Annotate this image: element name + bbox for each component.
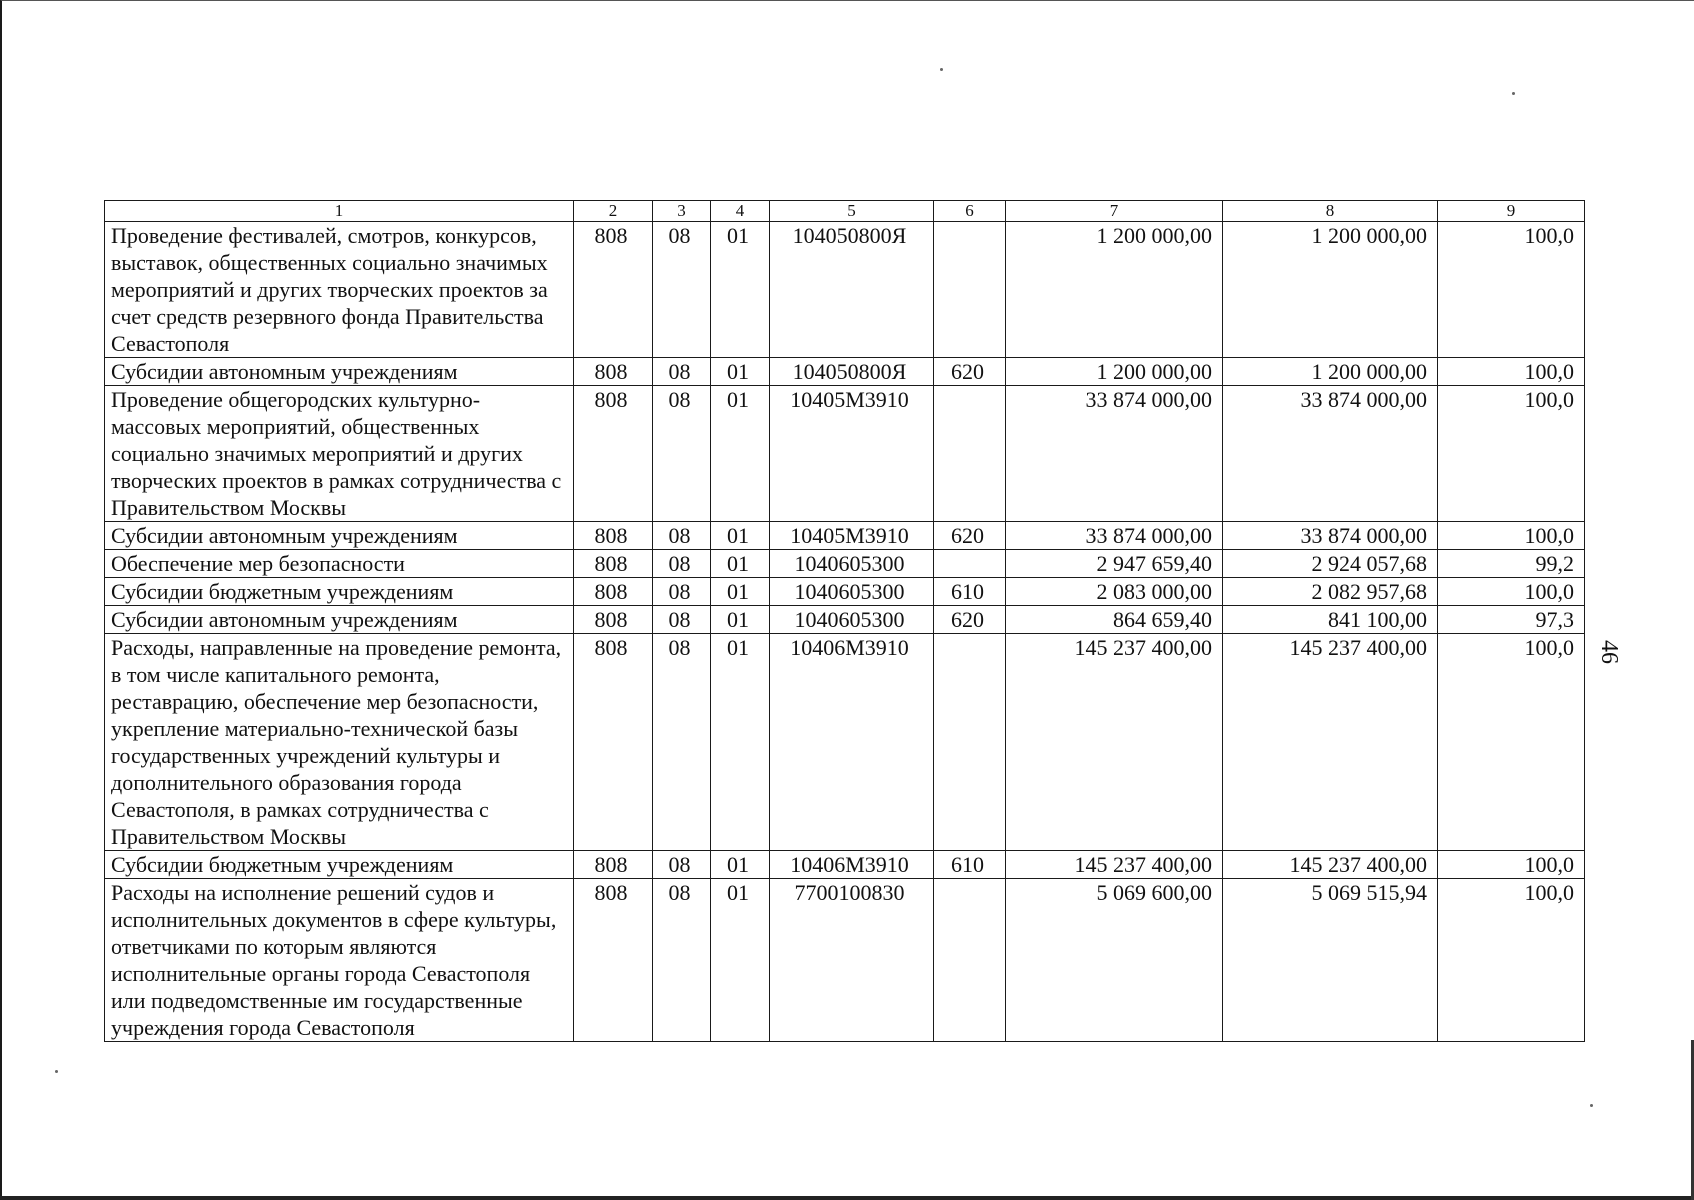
cell-planned: 1 200 000,00: [1006, 222, 1223, 358]
scan-speck: [1512, 92, 1515, 95]
budget-table: [104, 200, 1585, 1042]
cell-subsection: 01: [711, 222, 770, 358]
cell-admin-code: 808: [574, 222, 653, 358]
cell-planned: 145 237 400,00: [1006, 851, 1223, 879]
cell-planned: 33 874 000,00: [1006, 522, 1223, 550]
header-col-4: 4: [711, 201, 770, 222]
cell-target-article: 10406М3910: [770, 851, 934, 879]
cell-target-article: 7700100830: [770, 879, 934, 1042]
cell-name: Проведение фестивалей, смотров, конкурсов, выставок, общественных социально значимых мероприятий и других творческих проектов за счет средств резервного фонда Правительства Севастополя: [105, 222, 574, 358]
cell-name: Обеспечение мер безопасности: [105, 550, 574, 578]
cell-admin-code: 808: [574, 358, 653, 386]
cell-admin-code: 808: [574, 386, 653, 522]
cell-section: 08: [653, 386, 711, 522]
cell-target-article: 10406М3910: [770, 634, 934, 851]
cell-name: Субсидии автономным учреждениям: [105, 522, 574, 550]
cell-executed: 5 069 515,94: [1223, 879, 1438, 1042]
cell-expense-type: [934, 222, 1006, 358]
cell-section: 08: [653, 851, 711, 879]
header-col-5: 5: [770, 201, 934, 222]
cell-admin-code: 808: [574, 851, 653, 879]
page-number: 46: [1596, 640, 1622, 664]
header-col-9: 9: [1438, 201, 1585, 222]
cell-expense-type: 620: [934, 606, 1006, 634]
cell-planned: 5 069 600,00: [1006, 879, 1223, 1042]
cell-subsection: 01: [711, 358, 770, 386]
cell-target-article: 10405М3910: [770, 386, 934, 522]
cell-planned: 2 947 659,40: [1006, 550, 1223, 578]
cell-name: Расходы на исполнение решений судов и исполнительных документов в сфере культуры, ответчиками по которым являются исполнительные органы города Севастополя или подведомственные им государственные учреждения города Севастополя: [105, 879, 574, 1042]
cell-name: Субсидии бюджетным учреждениям: [105, 851, 574, 879]
table-row: [105, 386, 1585, 522]
cell-executed: 841 100,00: [1223, 606, 1438, 634]
cell-executed: 2 082 957,68: [1223, 578, 1438, 606]
cell-name: Расходы, направленные на проведение ремонта, в том числе капитального ремонта, реставрацию, обеспечение мер безопасности, укрепление материально-технической базы государственных учреждений культуры и дополнительного образования города Севастополя, в рамках сотрудничества с Правительством Москвы: [105, 634, 574, 851]
cell-subsection: 01: [711, 578, 770, 606]
cell-executed: 1 200 000,00: [1223, 222, 1438, 358]
cell-target-article: 1040605300: [770, 550, 934, 578]
cell-percent: 97,3: [1438, 606, 1585, 634]
cell-name: Субсидии бюджетным учреждениям: [105, 578, 574, 606]
cell-executed: 33 874 000,00: [1223, 522, 1438, 550]
cell-percent: 99,2: [1438, 550, 1585, 578]
table-row: [105, 578, 1585, 606]
table-row: [105, 851, 1585, 879]
table-row: [105, 222, 1585, 358]
cell-expense-type: [934, 550, 1006, 578]
header-col-7: 7: [1006, 201, 1223, 222]
cell-planned: 2 083 000,00: [1006, 578, 1223, 606]
cell-admin-code: 808: [574, 634, 653, 851]
cell-admin-code: 808: [574, 578, 653, 606]
cell-target-article: 10405М3910: [770, 522, 934, 550]
cell-percent: 100,0: [1438, 222, 1585, 358]
header-col-3: 3: [653, 201, 711, 222]
cell-executed: 145 237 400,00: [1223, 851, 1438, 879]
header-col-1: 1: [105, 201, 574, 222]
cell-section: 08: [653, 578, 711, 606]
cell-percent: 100,0: [1438, 358, 1585, 386]
cell-expense-type: 620: [934, 358, 1006, 386]
cell-target-article: 104050800Я: [770, 358, 934, 386]
cell-percent: 100,0: [1438, 522, 1585, 550]
cell-expense-type: 610: [934, 578, 1006, 606]
header-row: [105, 201, 1585, 222]
cell-section: 08: [653, 550, 711, 578]
cell-section: 08: [653, 222, 711, 358]
table-row: [105, 522, 1585, 550]
cell-subsection: 01: [711, 386, 770, 522]
cell-target-article: 104050800Я: [770, 222, 934, 358]
cell-expense-type: [934, 634, 1006, 851]
cell-target-article: 1040605300: [770, 606, 934, 634]
cell-percent: 100,0: [1438, 634, 1585, 851]
cell-executed: 145 237 400,00: [1223, 634, 1438, 851]
table-row: [105, 358, 1585, 386]
cell-percent: 100,0: [1438, 879, 1585, 1042]
cell-executed: 2 924 057,68: [1223, 550, 1438, 578]
cell-expense-type: 610: [934, 851, 1006, 879]
cell-section: 08: [653, 634, 711, 851]
header-col-2: 2: [574, 201, 653, 222]
cell-name: Субсидии автономным учреждениям: [105, 358, 574, 386]
cell-executed: 33 874 000,00: [1223, 386, 1438, 522]
cell-planned: 145 237 400,00: [1006, 634, 1223, 851]
header-col-6: 6: [934, 201, 1006, 222]
cell-section: 08: [653, 606, 711, 634]
table-row: [105, 606, 1585, 634]
cell-subsection: 01: [711, 550, 770, 578]
cell-admin-code: 808: [574, 606, 653, 634]
scan-edge-bottom: [0, 1196, 1694, 1200]
header-col-8: 8: [1223, 201, 1438, 222]
scan-speck: [940, 68, 943, 71]
cell-section: 08: [653, 879, 711, 1042]
cell-expense-type: [934, 879, 1006, 1042]
cell-admin-code: 808: [574, 522, 653, 550]
table-header: [105, 201, 1585, 222]
cell-planned: 1 200 000,00: [1006, 358, 1223, 386]
cell-planned: 33 874 000,00: [1006, 386, 1223, 522]
cell-subsection: 01: [711, 851, 770, 879]
table-row: [105, 879, 1585, 1042]
cell-planned: 864 659,40: [1006, 606, 1223, 634]
cell-percent: 100,0: [1438, 851, 1585, 879]
cell-expense-type: [934, 386, 1006, 522]
cell-target-article: 1040605300: [770, 578, 934, 606]
cell-percent: 100,0: [1438, 386, 1585, 522]
cell-expense-type: 620: [934, 522, 1006, 550]
cell-section: 08: [653, 522, 711, 550]
table-body: [105, 222, 1585, 1042]
cell-name: Субсидии автономным учреждениям: [105, 606, 574, 634]
table-row: [105, 634, 1585, 851]
cell-name: Проведение общегородских культурно-массовых мероприятий, общественных социально значимых мероприятий и других творческих проектов в рамках сотрудничества с Правительством Москвы: [105, 386, 574, 522]
table-row: [105, 550, 1585, 578]
cell-subsection: 01: [711, 522, 770, 550]
cell-admin-code: 808: [574, 550, 653, 578]
cell-subsection: 01: [711, 634, 770, 851]
cell-section: 08: [653, 358, 711, 386]
cell-subsection: 01: [711, 879, 770, 1042]
scan-speck: [55, 1070, 58, 1073]
cell-percent: 100,0: [1438, 578, 1585, 606]
cell-executed: 1 200 000,00: [1223, 358, 1438, 386]
scan-speck: [1590, 1104, 1593, 1107]
cell-subsection: 01: [711, 606, 770, 634]
cell-admin-code: 808: [574, 879, 653, 1042]
